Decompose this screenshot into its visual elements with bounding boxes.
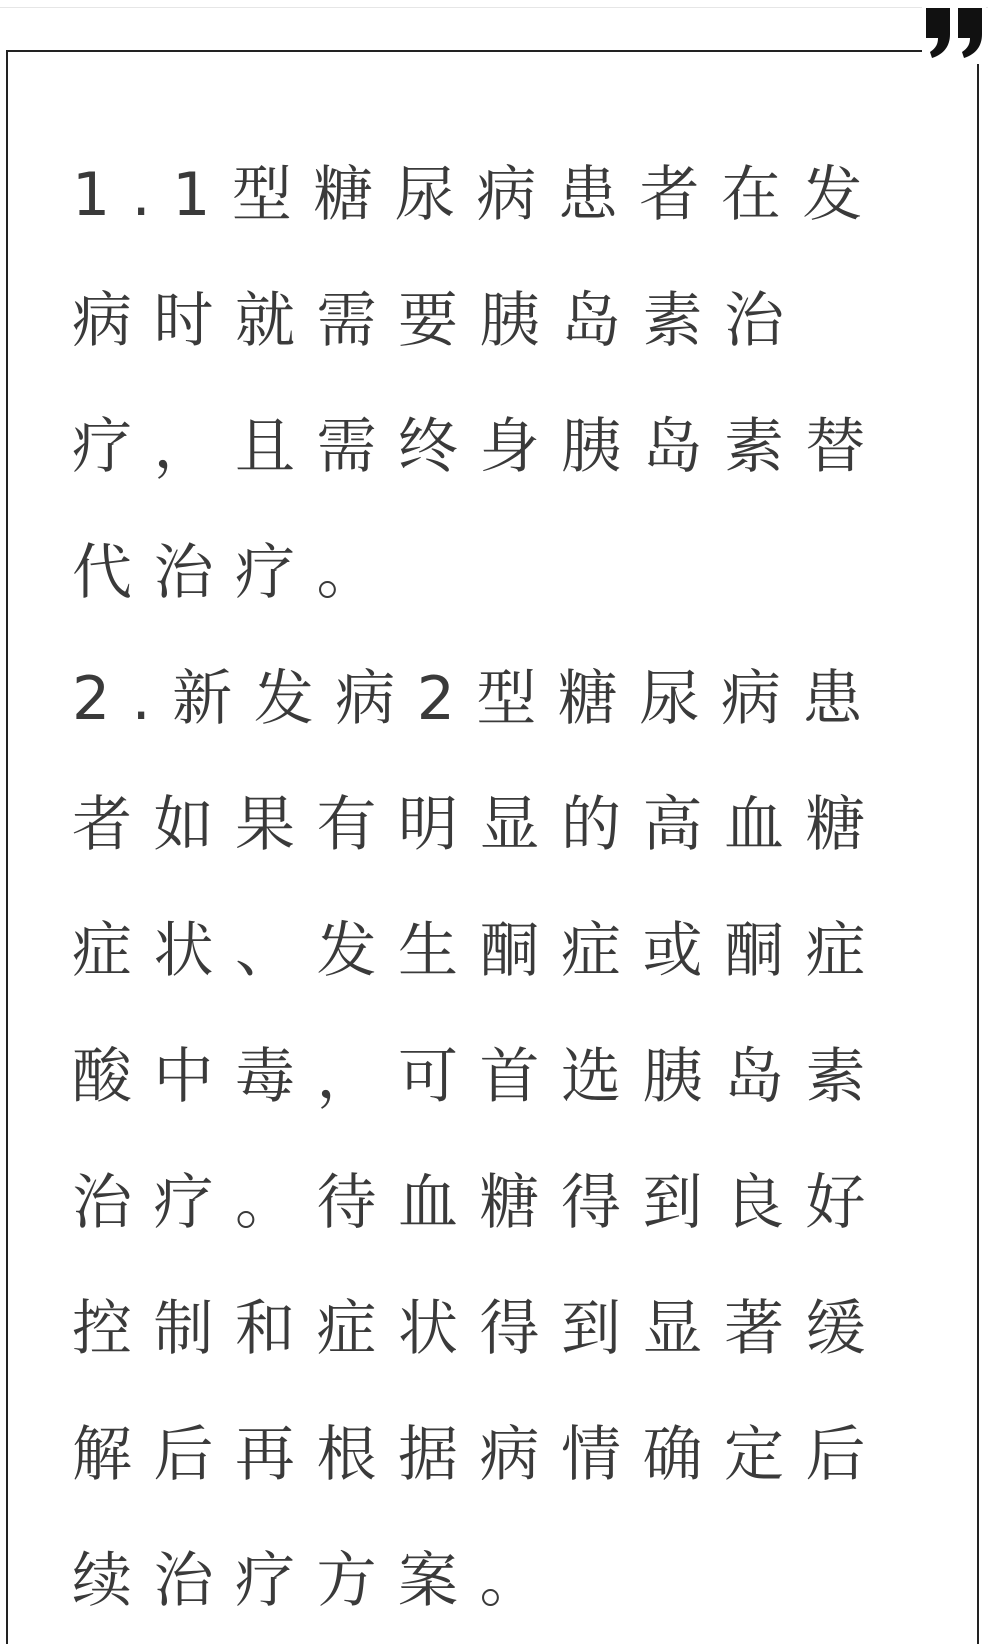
- closing-quote-icon: [922, 2, 986, 64]
- paragraph-type1: 1.1型糖尿病患者在发病时就需要胰岛素治疗，且需终身胰岛素替代治疗。: [72, 160, 887, 608]
- article-body: [72, 132, 912, 1644]
- paragraph-type2: 2.新发病2型糖尿病患者如果有明显的高血糖症状、发生酮症或酮症酸中毒，可首选胰岛素治疗。待血糖得到良好控制和症状得到显著缓解后再根据病情确定后续治疗方案。: [72, 664, 887, 1616]
- top-divider: [0, 7, 988, 8]
